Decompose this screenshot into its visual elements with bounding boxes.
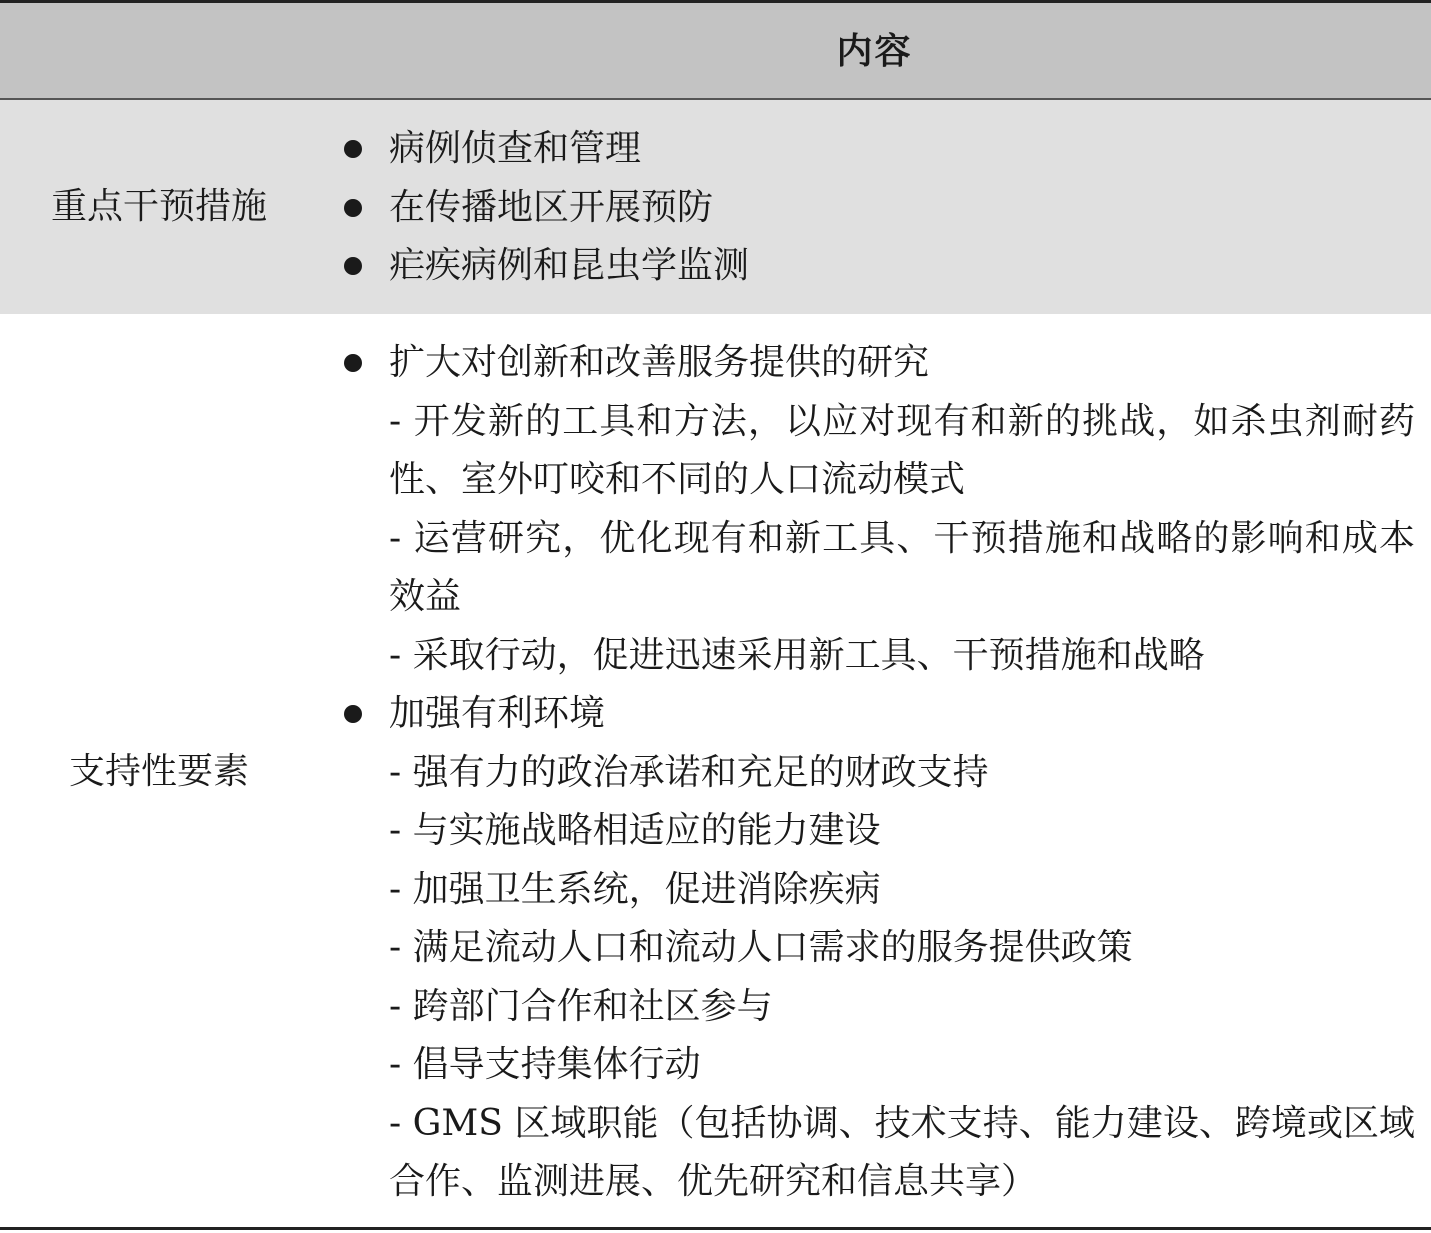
bullet-icon: [344, 354, 362, 372]
sub-item: - 强有力的政治承诺和充足的财政支持: [389, 751, 989, 793]
bullet-icon: [344, 257, 362, 275]
header-content-label: 内容: [836, 30, 913, 72]
list-item: [340, 237, 1415, 296]
bullet-icon: [344, 705, 362, 723]
sub-item: - 采取行动，促进迅速采用新工具、干预措施和战略: [389, 634, 1205, 676]
list-item-text: 疟疾病例和昆虫学监测: [389, 245, 750, 286]
sub-item: - 倡导支持集体行动: [389, 1044, 701, 1085]
sub-item: - 满足流动人口和流动人口需求的服务提供政策: [389, 927, 1133, 968]
list-item: [340, 685, 1415, 744]
bullet-icon: [344, 140, 362, 158]
row-label-supporting-elements: 支持性要素: [68, 751, 249, 792]
sub-item: - 运营研究，优化现有和新工具、干预措施和战略的影响和成本效益: [389, 517, 1415, 617]
sub-item: - 加强卫生系统，促进消除疾病: [389, 868, 881, 910]
row-label-key-interventions: 重点干预措施: [50, 186, 267, 227]
bullet-icon: [344, 199, 362, 217]
row-content-key-interventions: [340, 120, 1415, 296]
list-item-text: 在传播地区开展预防: [389, 186, 714, 228]
table-bottom-rule: [0, 1227, 1431, 1230]
sub-item: - GMS 区域职能（包括协调、技术支持、能力建设、跨境或区域合作、监测进展、优先研究和信息共享）: [389, 1102, 1415, 1202]
list-item: [340, 179, 1415, 238]
list-item-text: 扩大对创新和改善服务提供的研究: [389, 342, 930, 383]
sub-item: - 开发新的工具和方法，以应对现有和新的挑战，如杀虫剂耐药性、室外叮咬和不同的人口流动模式: [389, 400, 1415, 500]
list-item-text: 病例侦查和管理: [389, 128, 642, 169]
sub-item: - 与实施战略相适应的能力建设: [389, 810, 881, 851]
list-item: [340, 120, 1415, 179]
list-item-text: 加强有利环境: [389, 693, 606, 734]
sub-item: - 跨部门合作和社区参与: [389, 985, 773, 1027]
list-item: [340, 334, 1415, 393]
row-content-supporting-elements: [340, 334, 1415, 1212]
